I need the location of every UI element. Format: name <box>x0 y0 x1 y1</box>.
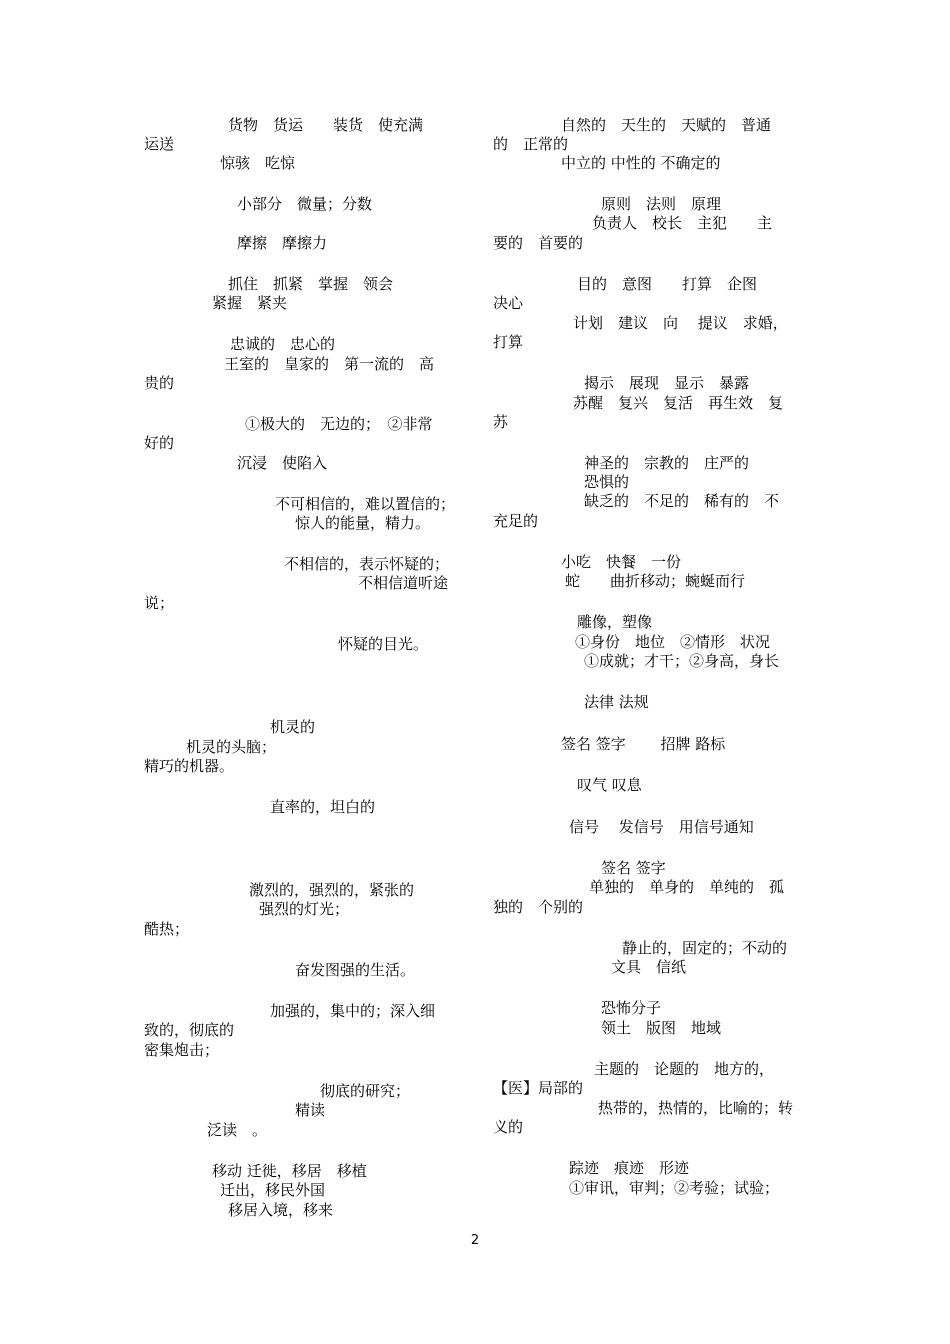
right-line: 计划 建议 向 提议 求婚， <box>573 314 788 332</box>
right-line: 神圣的 宗教的 庄严的 <box>584 454 750 472</box>
left-line: 酷热； <box>144 920 190 938</box>
right-line: 打算 <box>493 333 524 351</box>
right-line: 雕像，塑像 <box>577 613 653 631</box>
left-line: 摩擦 摩擦力 <box>237 234 328 252</box>
right-line: 恐怖分子 <box>601 999 662 1017</box>
right-line: 苏 <box>493 413 509 431</box>
left-line: 精巧的机器。 <box>144 757 235 775</box>
left-line: 王室的 皇家的 第一流的 高 <box>224 355 435 373</box>
left-line: 奋发图强的生活。 <box>295 961 416 979</box>
left-line: 不相信道听途 <box>358 574 449 592</box>
right-line: ①审讯，审判；②考验；试验； <box>569 1179 780 1197</box>
right-line: 义的 <box>493 1118 524 1136</box>
left-line: 小部分 微量；分数 <box>237 195 373 213</box>
page-number: 2 <box>470 1233 480 1248</box>
left-line: 直率的，坦白的 <box>270 798 376 816</box>
right-line: 信号 发信号 用信号通知 <box>569 818 754 836</box>
left-line: 不可相信的，难以置信的； <box>275 495 456 513</box>
left-line: 迁出，移民外国 <box>220 1181 326 1199</box>
right-line: 要的 首要的 <box>493 234 584 252</box>
left-line: 说； <box>144 594 175 612</box>
right-line: 中立的 中性的 不确定的 <box>561 154 721 172</box>
right-line: 缺乏的 不足的 稀有的 不 <box>584 492 780 510</box>
right-line: 领土 版图 地域 <box>601 1019 722 1037</box>
right-line: 的 正常的 <box>493 135 569 153</box>
right-line: 揭示 展现 显示 暴露 <box>584 374 750 392</box>
left-line: 货物 货运 装货 使充满 <box>228 116 424 134</box>
right-line: 法律 法规 <box>584 693 649 711</box>
right-line: 单独的 单身的 单纯的 孤 <box>589 878 785 896</box>
right-line: 文具 信纸 <box>611 958 687 976</box>
right-line: 恐惧的 <box>584 473 630 491</box>
right-line: ①身份 地位 ②情形 状况 <box>575 633 771 651</box>
right-line: 叹气 叹息 <box>577 776 642 794</box>
left-line: ①极大的 无边的； ②非常 <box>245 415 433 433</box>
right-line: 决心 <box>493 294 524 312</box>
right-line: 热带的，热情的，比喻的；转 <box>598 1099 794 1117</box>
right-line: 静止的，固定的；不动的 <box>622 939 788 957</box>
left-line: 移居入境，移来 <box>228 1201 334 1219</box>
right-line: ①成就；才干；②身高，身长 <box>584 652 780 670</box>
right-line: 踪迹 痕迹 形迹 <box>569 1159 690 1177</box>
left-line: 紧握 紧夹 <box>212 294 288 312</box>
left-line: 加强的，集中的；深入细 <box>270 1002 436 1020</box>
left-line: 贵的 <box>144 374 175 392</box>
left-line: 抓住 抓紧 掌握 领会 <box>228 275 394 293</box>
left-line: 精读 <box>295 1101 326 1119</box>
right-line: 签名 签字 <box>601 859 666 877</box>
right-line: 目的 意图 打算 企图 <box>577 275 758 293</box>
right-line: 自然的 天生的 天赋的 普通 <box>561 116 772 134</box>
left-line: 好的 <box>144 434 175 452</box>
left-line: 密集炮击； <box>144 1041 220 1059</box>
left-line: 怀疑的目光。 <box>338 635 429 653</box>
left-line: 运送 <box>144 135 175 153</box>
left-line: 致的，彻底的 <box>144 1021 235 1039</box>
left-line: 移动 迁徙，移居 移植 <box>212 1162 367 1180</box>
left-line: 泛读 。 <box>207 1121 268 1139</box>
left-line: 沉浸 使陷入 <box>237 454 328 472</box>
right-line: 小吃 快餐 一份 <box>561 553 682 571</box>
right-line: 主题的 论题的 地方的， <box>594 1060 775 1078</box>
left-line: 不相信的，表示怀疑的； <box>284 555 450 573</box>
left-line: 彻底的研究； <box>320 1082 411 1100</box>
right-line: 负责人 校长 主犯 主 <box>592 214 773 232</box>
left-line: 激烈的，强烈的，紧张的 <box>249 881 415 899</box>
left-line: 惊人的能量，精力。 <box>295 514 431 532</box>
left-line: 惊骇 吃惊 <box>220 154 296 172</box>
right-line: 苏醒 复兴 复活 再生效 复 <box>573 394 784 412</box>
right-line: 独的 个别的 <box>493 898 584 916</box>
left-line: 机灵的头脑； <box>186 738 277 756</box>
right-line: 充足的 <box>493 512 539 530</box>
right-line: 【医】局部的 <box>493 1079 584 1097</box>
left-line: 机灵的 <box>270 718 316 736</box>
left-line: 强烈的灯光； <box>259 900 350 918</box>
right-line: 原则 法则 原理 <box>601 195 722 213</box>
left-line: 忠诚的 忠心的 <box>230 335 336 353</box>
right-line: 蛇 曲折移动；蜿蜒而行 <box>565 572 746 590</box>
right-line: 签名 签字 招牌 路标 <box>561 735 726 753</box>
